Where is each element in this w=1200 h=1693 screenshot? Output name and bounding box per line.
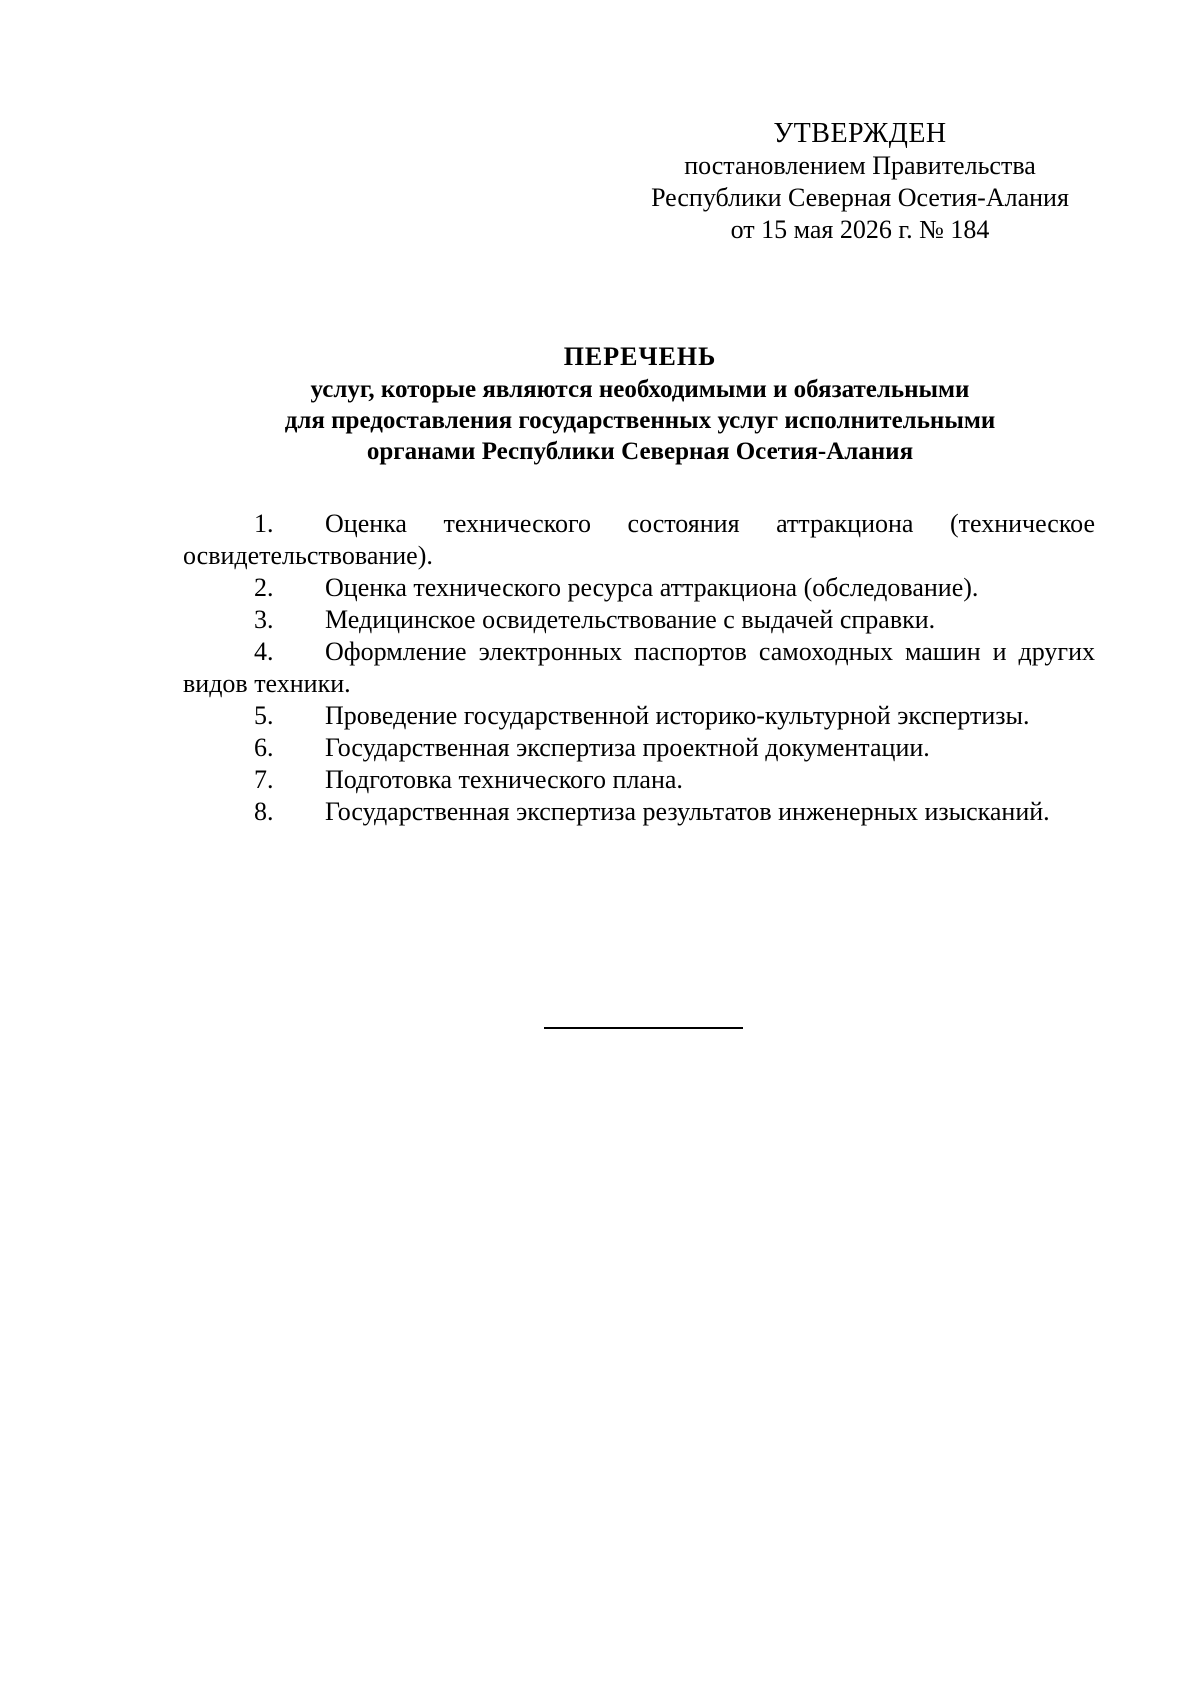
item-number: 3. [254, 605, 274, 634]
approval-block [630, 118, 1090, 246]
item-text: Государственная экспертиза результатов инженерных изысканий. [325, 797, 1050, 826]
approval-heading: УТВЕРЖДЕН [773, 118, 947, 149]
item-number: 7. [254, 765, 274, 794]
item-number: 8. [254, 797, 274, 826]
document-title [160, 340, 1120, 467]
title-line-1: услуг, которые являются необходимыми и обязательными [310, 376, 970, 403]
item-number: 2. [254, 573, 274, 602]
title-main: ПЕРЕЧЕНЬ [563, 342, 717, 371]
item-text: Оценка технического состояния аттракциона (техническое освидетельствование). [183, 509, 1095, 570]
list-item [183, 636, 1095, 700]
item-text: Медицинское освидетельствование с выдачей справки. [325, 605, 936, 634]
item-number: 1. [254, 509, 274, 538]
item-text: Государственная экспертиза проектной документации. [325, 733, 930, 762]
item-text: Оценка технического ресурса аттракциона (обследование). [325, 573, 979, 602]
approval-line-1: постановлением Правительства [684, 151, 1036, 180]
approval-line-2: Республики Северная Осетия-Алания [651, 183, 1069, 212]
list-item [183, 732, 1095, 764]
item-text: Оформление электронных паспортов самоходных машин и других видов техники. [183, 637, 1095, 698]
list-item [183, 700, 1095, 732]
item-number: 5. [254, 701, 274, 730]
list-item [183, 508, 1095, 572]
title-line-2: для предоставления государственных услуг исполнительными [284, 407, 996, 434]
item-number: 6. [254, 733, 274, 762]
services-list [183, 508, 1095, 828]
list-item [183, 796, 1095, 828]
list-item [183, 764, 1095, 796]
closing-divider [544, 1027, 743, 1029]
item-number: 4. [254, 637, 274, 666]
approval-line-3: от 15 мая 2026 г. № 184 [730, 215, 990, 244]
title-line-3: органами Республики Северная Осетия-Алания [366, 438, 914, 465]
item-text: Подготовка технического плана. [325, 765, 683, 794]
list-item [183, 604, 1095, 636]
item-text: Проведение государственной историко-культурной экспертизы. [325, 701, 1030, 730]
list-item [183, 572, 1095, 604]
